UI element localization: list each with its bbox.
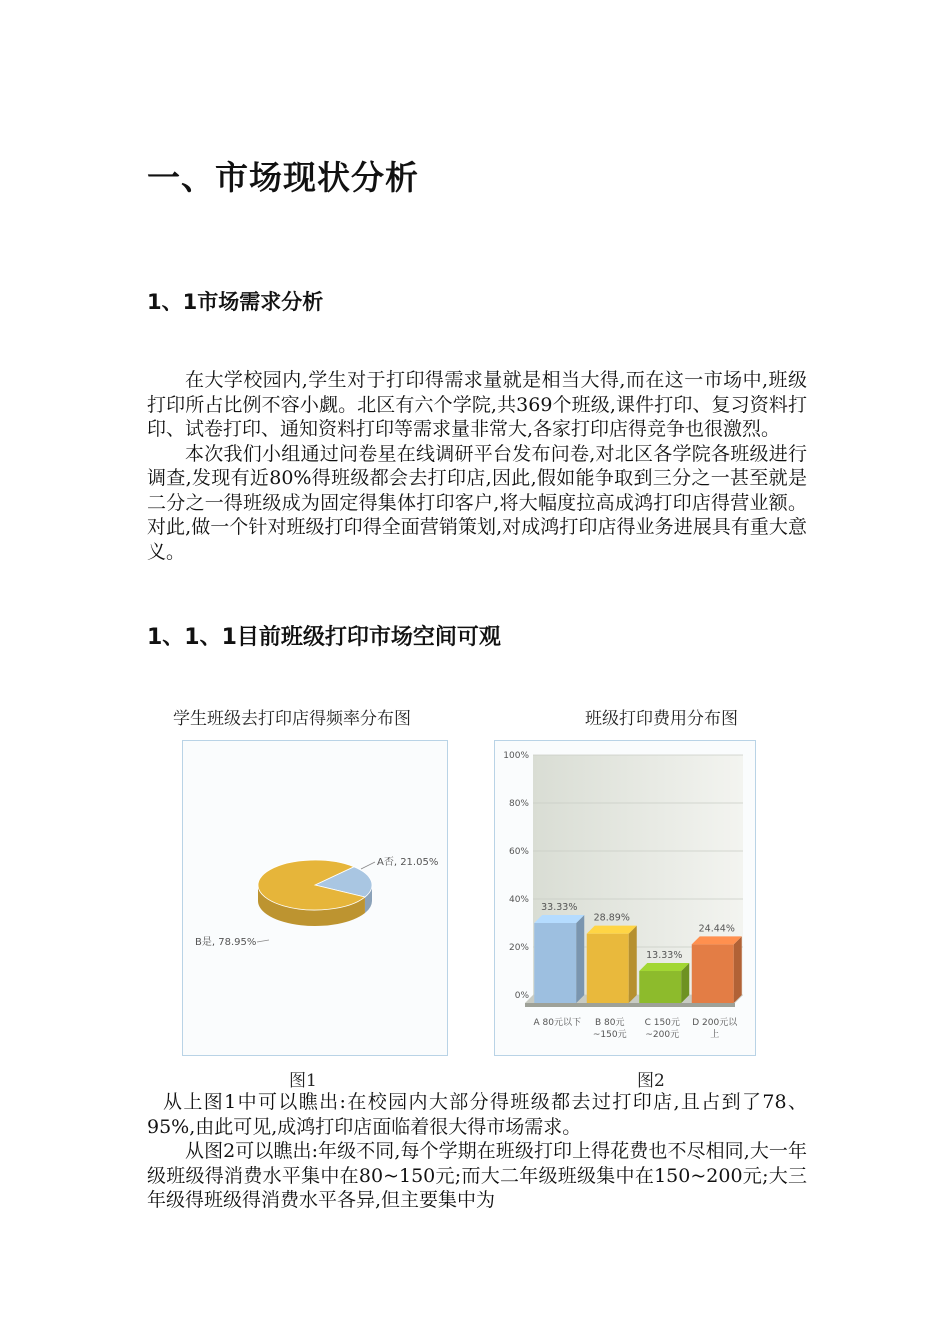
bar-side [734,936,742,1003]
bar-data-label: 13.33% [646,950,683,962]
pie-label-leader [257,940,269,942]
section-heading: 一、市场现状分析 [147,158,419,197]
x-tick-label: ~150元 [592,1030,627,1040]
bar [639,971,681,1003]
bar-data-label: 24.44% [698,923,735,935]
paragraph-2: 本次我们小组通过问卷星在线调研平台发布问卷,对北区各学院各班级进行调查,发现有近80%得班级都会去打印店,因此,假如能争取到三分之一甚至就是二分之一得班级成为固定得集体打印客户,将大幅度拉高成鸿打印店得营业额。对此,做一个针对班级打印得全面营销策划,对成鸿打印店得业务进展具有重大意义。 [147,442,807,563]
y-tick-label: 0% [514,991,529,1001]
x-tick-label: C 150元 [644,1018,680,1028]
bar-side [576,915,584,1003]
subsubsection-heading: 1、1、1目前班级打印市场空间可观 [147,625,501,650]
bar-top [692,936,742,944]
pie-chart [183,741,447,1055]
bar-chart-title: 班级打印费用分布图 [585,709,738,729]
y-tick-label: 80% [508,799,529,809]
pie-data-label: B是, 78.95% [195,937,257,948]
x-tick-label: 上 [710,1030,720,1040]
figure-1-caption: 图1 [289,1071,317,1091]
subsection-heading: 1、1市场需求分析 [147,290,324,314]
bar-top [534,915,584,923]
bar [692,944,734,1003]
y-tick-label: 100% [503,751,529,761]
intro-text [147,368,807,564]
paragraph-1: 在大学校园内,学生对于打印得需求量就是相当大得,而在这一市场中,班级打印所占比例不容小觑。北区有六个学院,共369个班级,课件打印、复习资料打印、试卷打印、通知资料打印等需求量非常大,各家打印店得竞争也很激烈。 [147,369,807,440]
y-tick-label: 40% [508,895,529,905]
pie-label-leader [361,862,375,869]
paragraph-3: 从上图1中可以瞧出:在校园内大部分得班级都去过打印店,且占到了78、95%,由此可见,成鸿打印店面临着很大得市场需求。 [147,1091,807,1138]
analysis-text [147,1090,807,1213]
bar-side [629,926,637,1003]
plot-floor-edge [525,1003,735,1007]
pie-data-label: A否, 21.05% [377,857,439,868]
bar-data-label: 28.89% [593,912,630,924]
figure-2-caption: 图2 [637,1071,665,1091]
x-tick-label: ~200元 [645,1030,680,1040]
pie-chart-frame [182,740,448,1056]
x-tick-label: D 200元以 [692,1018,738,1028]
x-tick-label: A 80元以下 [533,1018,581,1028]
pie-chart-title: 学生班级去打印店得频率分布图 [173,709,411,729]
x-tick-label: B 80元 [595,1018,625,1028]
bar [534,923,576,1003]
bar [587,934,629,1003]
bar-chart-frame [494,740,756,1056]
paragraph-4: 从图2可以瞧出:年级不同,每个学期在班级打印上得花费也不尽相同,大一年级班级得消费水平集中在80~150元;而大二年级班级集中在150~200元;大三年级得班级得消费水平各异,但主要集中为 [147,1140,807,1211]
bar-chart [495,741,755,1055]
y-tick-label: 20% [508,943,529,953]
y-tick-label: 60% [508,847,529,857]
bar-top [587,926,637,934]
bar-data-label: 33.33% [541,902,578,914]
bar-top [639,963,689,971]
